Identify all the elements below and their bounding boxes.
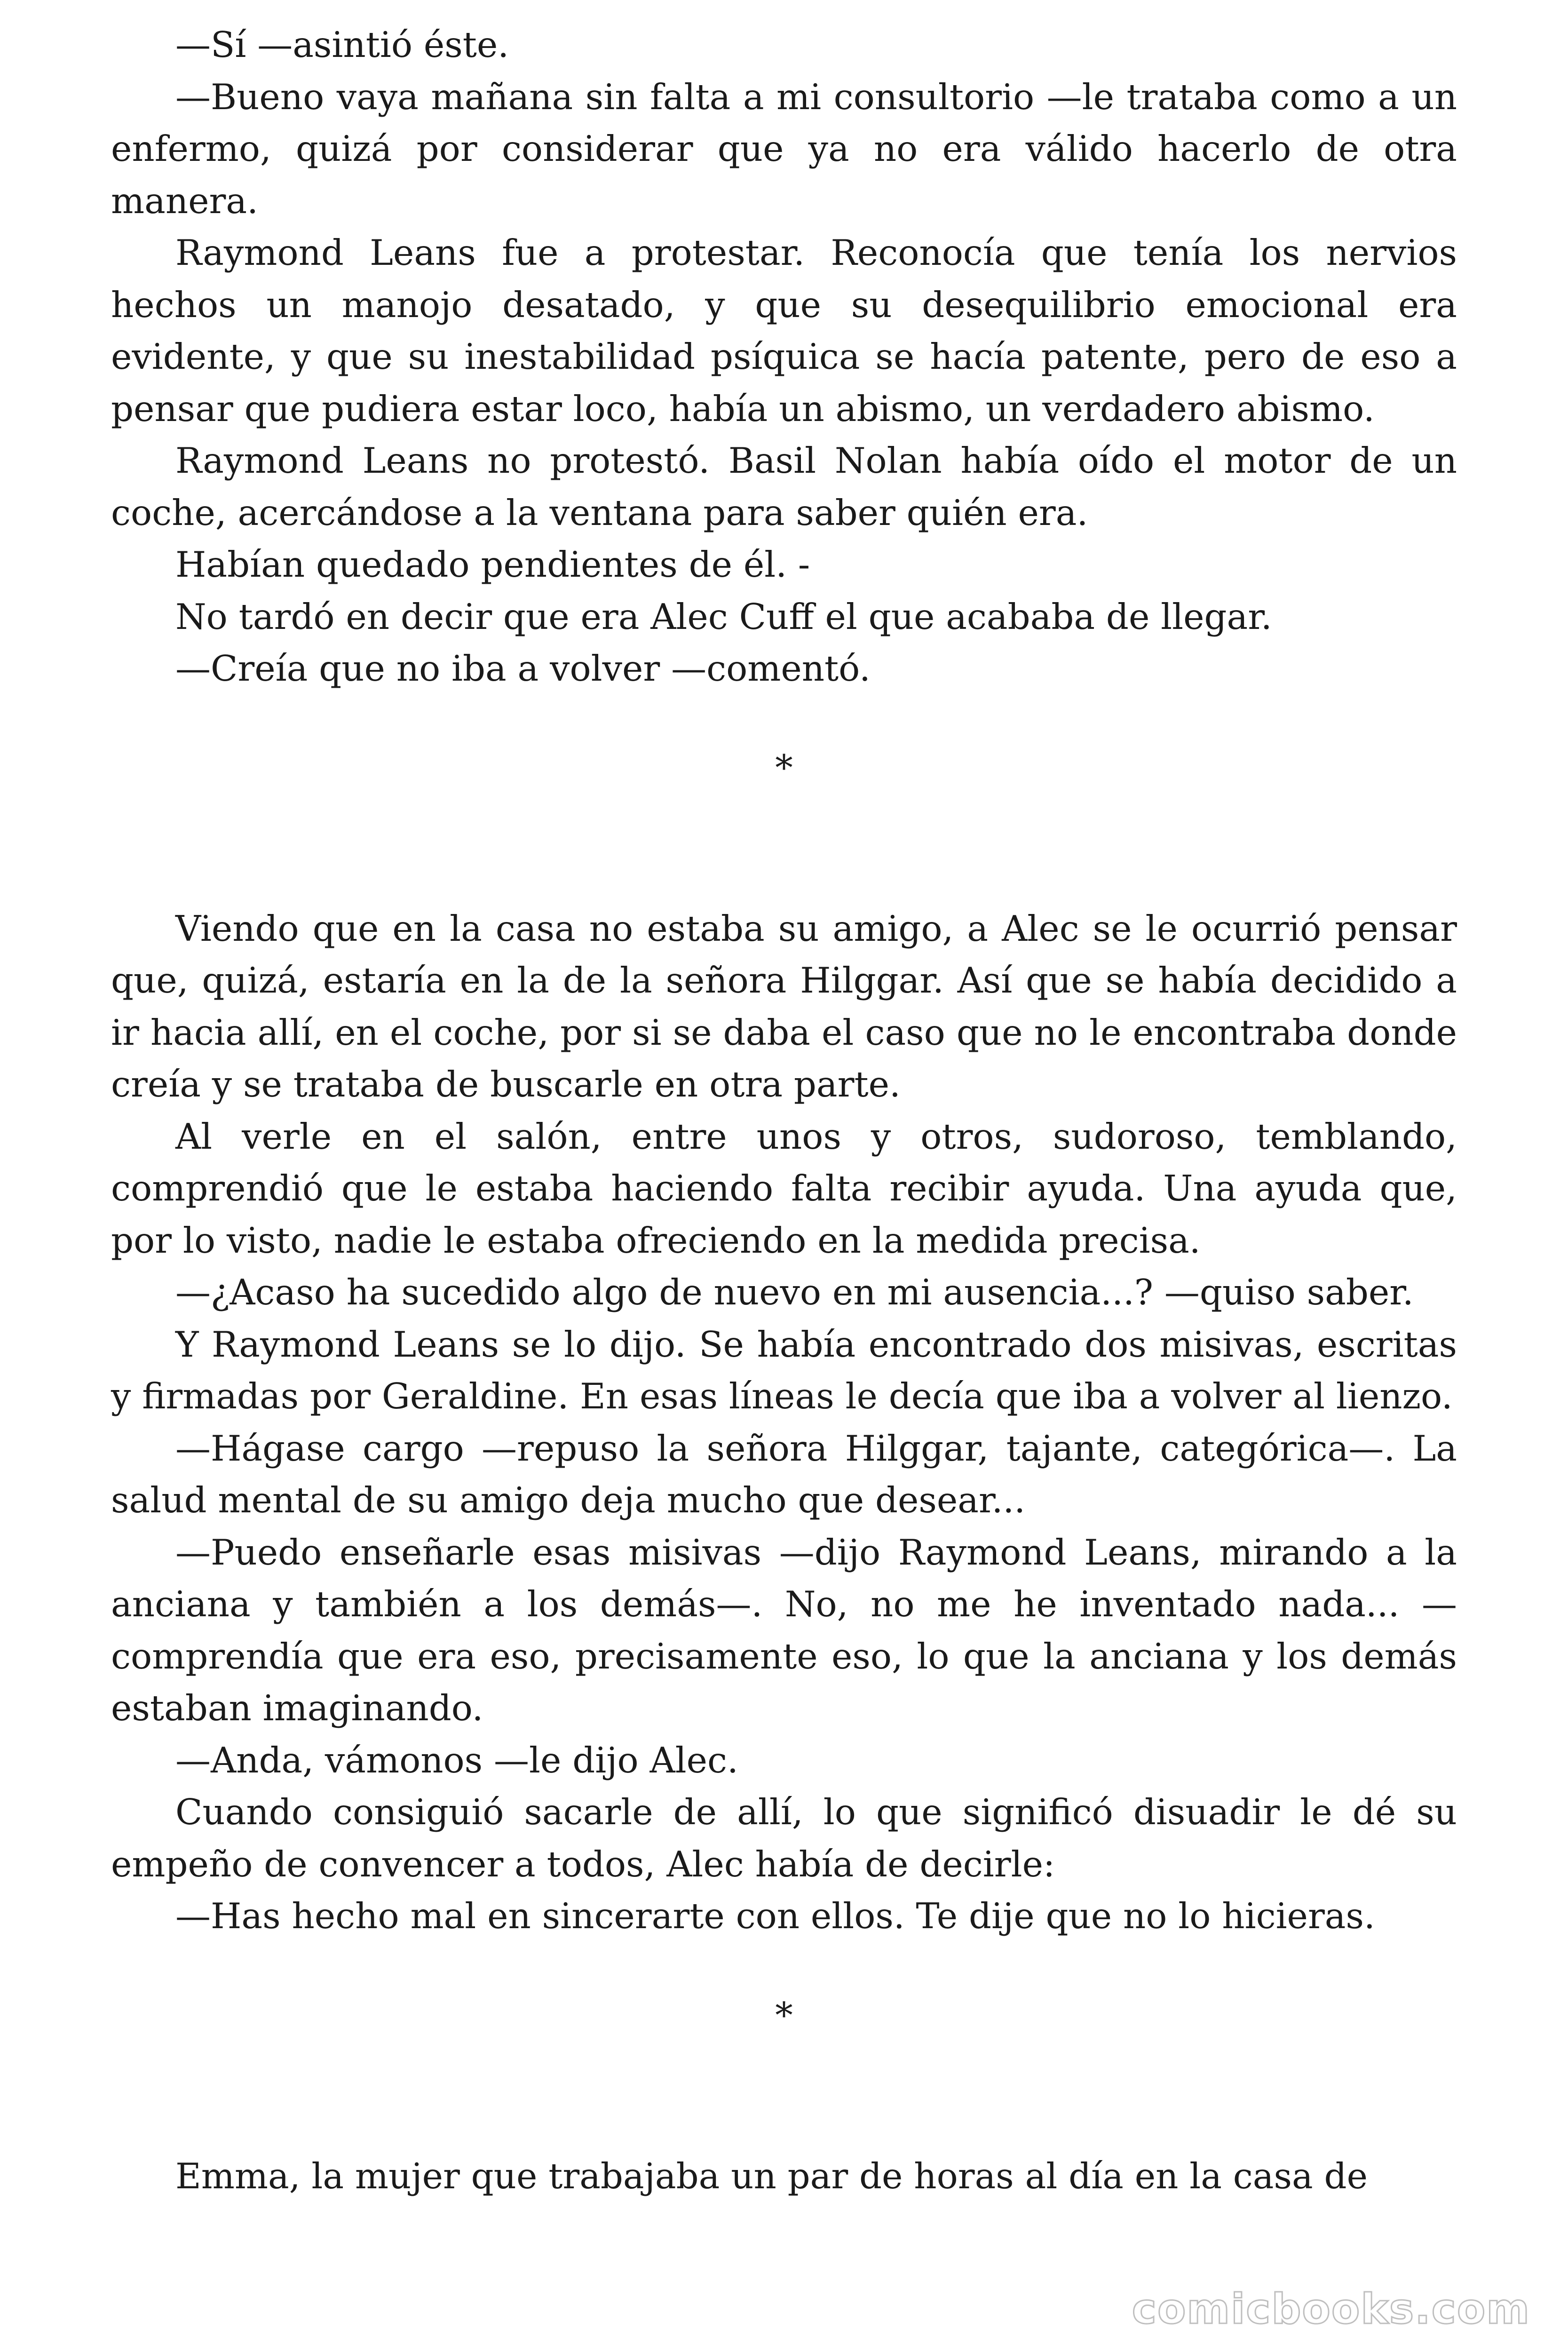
section-separator: * bbox=[775, 1994, 793, 2036]
paragraph: —Anda, vámonos —le dijo Alec. bbox=[175, 1739, 738, 1781]
section-break bbox=[111, 1942, 1457, 2150]
paragraph: Y Raymond Leans se lo dijo. Se había encontrado dos misivas, escritas y firmadas por Geraldine. En esas líneas le decía que iba a volver al lienzo. bbox=[111, 1323, 1457, 1417]
paragraph: Al verle en el salón, entre unos y otros, sudoroso, temblando, comprendió que le estaba haciendo falta recibir ayuda. Una ayuda que, por lo visto, nadie le estaba ofreciendo en la medida precisa. bbox=[111, 1115, 1457, 1261]
section-break bbox=[111, 695, 1457, 903]
paragraph: —Bueno vaya mañana sin falta a mi consultorio —le trataba como a un enfermo, quizá por considerar que ya no era válido hacerlo de otra manera. bbox=[111, 76, 1457, 222]
paragraph: —¿Acaso ha sucedido algo de nuevo en mi ausencia...? —quiso saber. bbox=[175, 1271, 1414, 1313]
paragraph: Cuando consiguió sacarle de allí, lo que significó disuadir le dé su empeño de convencer a todos, Alec había de decirle: bbox=[111, 1791, 1457, 1885]
paragraph: Viendo que en la casa no estaba su amigo, a Alec se le ocurrió pensar que, quizá, estaría en la de la señora Hilggar. Así que se había decidido a ir hacia allí, en el coche, por si se daba el caso que no le encontraba donde creía y se trataba de buscarle en otra parte. bbox=[111, 907, 1457, 1105]
paragraph: —Hágase cargo —repuso la señora Hilggar, tajante, categórica—. La salud mental de su amigo deja mucho que desear... bbox=[111, 1427, 1457, 1521]
paragraph: Emma, la mujer que trabajaba un par de horas al día en la casa de bbox=[175, 2155, 1368, 2197]
section-separator: * bbox=[775, 747, 793, 788]
paragraph: —Creía que no iba a volver —comentó. bbox=[175, 648, 871, 689]
book-page bbox=[111, 19, 1457, 2202]
paragraph: Raymond Leans fue a protestar. Reconocía que tenía los nervios hechos un manojo desatado, y que su desequilibrio emocional era evidente, y que su inestabilidad psíquica se hacía patente, pero de eso a pensar que pudiera estar loco, había un abismo, un verdadero abismo. bbox=[111, 232, 1457, 429]
paragraph: Habían quedado pendientes de él. - bbox=[175, 544, 810, 585]
watermark-logo: comicbooks.com bbox=[1132, 2285, 1530, 2333]
paragraph: —Has hecho mal en sincerarte con ellos. Te dije que no lo hicieras. bbox=[175, 1895, 1375, 1937]
paragraph: Raymond Leans no protestó. Basil Nolan había oído el motor de un coche, acercándose a la ventana para saber quién era. bbox=[111, 440, 1457, 533]
paragraph: No tardó en decir que era Alec Cuff el que acababa de llegar. bbox=[175, 596, 1272, 637]
paragraph: —Puedo enseñarle esas misivas —dijo Raymond Leans, mirando a la anciana y también a los demás—. No, no me he inventado nada... —comprendía que era eso, precisamente eso, lo que la anciana y los demás estaban imaginando. bbox=[111, 1531, 1457, 1729]
paragraph: —Sí —asintió éste. bbox=[175, 24, 509, 65]
